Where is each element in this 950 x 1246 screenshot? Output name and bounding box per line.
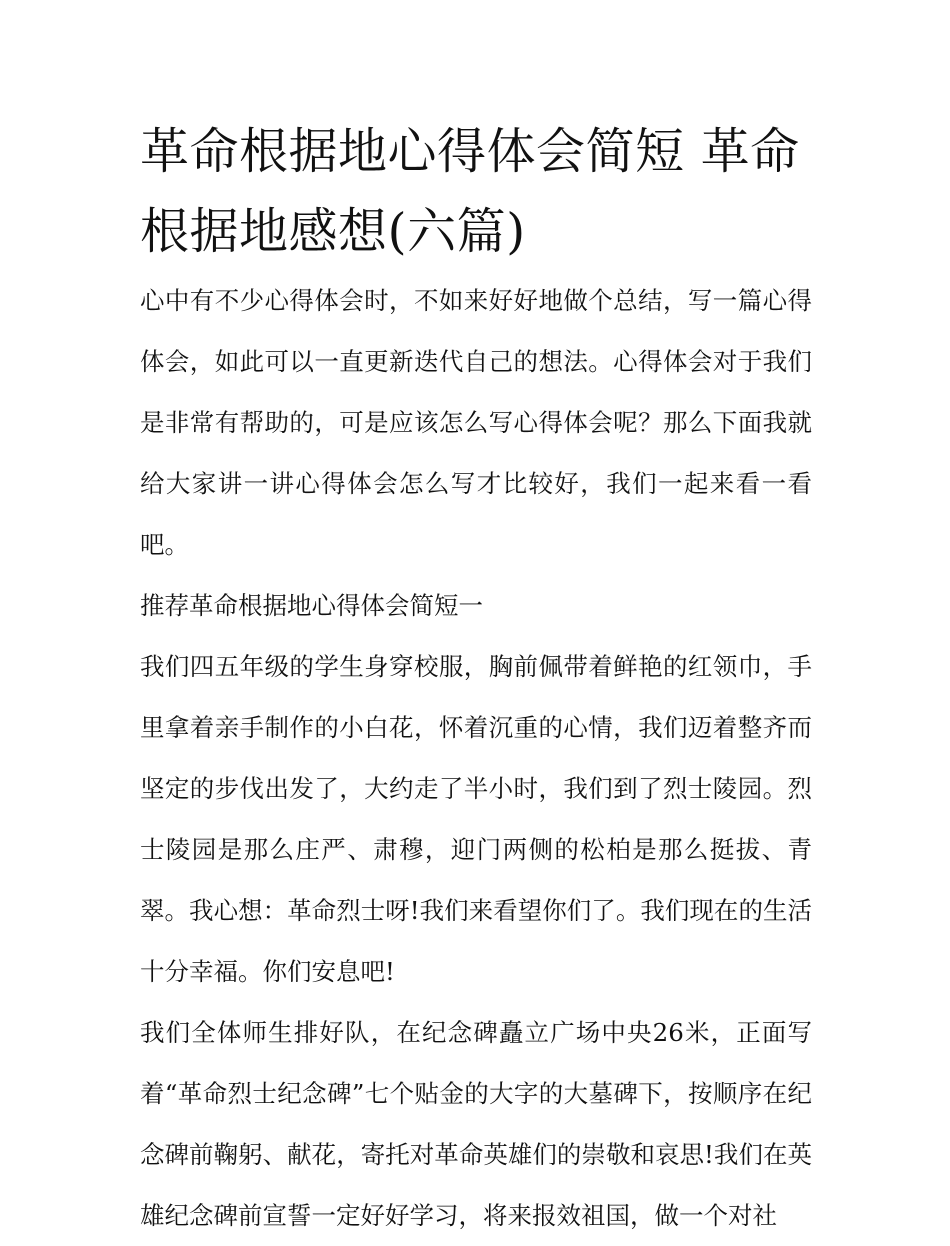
body-paragraph: 我们四五年级的学生身穿校服，胸前佩带着鲜艳的红领巾，手里拿着亲手制作的小白花，怀着沉重的心情，我们迈着整齐而坚定的步伐出发了，大约走了半小时，我们到了烈士陵园。烈士陵园是那么庄严、肃穆，迎门两侧的松柏是那么挺拔、青翠。我心想：革命烈士呀!我们来看望你们了。我们现在的生活十分幸福。你们安息吧!: [140, 652, 812, 986]
section-heading: 推荐革命根据地心得体会简短一: [140, 591, 483, 620]
body-paragraph: 我们全体师生排好队，在纪念碑矗立广场中央26米，正面写着“革命烈士纪念碑”七个贴金的大字的大墓碑下，按顺序在纪念碑前鞠躬、献花，寄托对革命英雄们的崇敬和哀思!我们在英雄纪念碑前宣誓一定好好学习，将来报效祖国，做一个对社: [140, 1018, 812, 1230]
document-body: [140, 270, 812, 1246]
document-title: 革命根据地心得体会简短 革命根据地感想(六篇): [140, 123, 800, 260]
intro-paragraph: 心中有不少心得体会时，不如来好好地做个总结，写一篇心得体会，如此可以一直更新迭代自己的想法。心得体会对于我们是非常有帮助的，可是应该怎么写心得体会呢？那么下面我就给大家讲一讲心得体会怎么写才比较好，我们一起来看一看吧。: [140, 286, 812, 559]
